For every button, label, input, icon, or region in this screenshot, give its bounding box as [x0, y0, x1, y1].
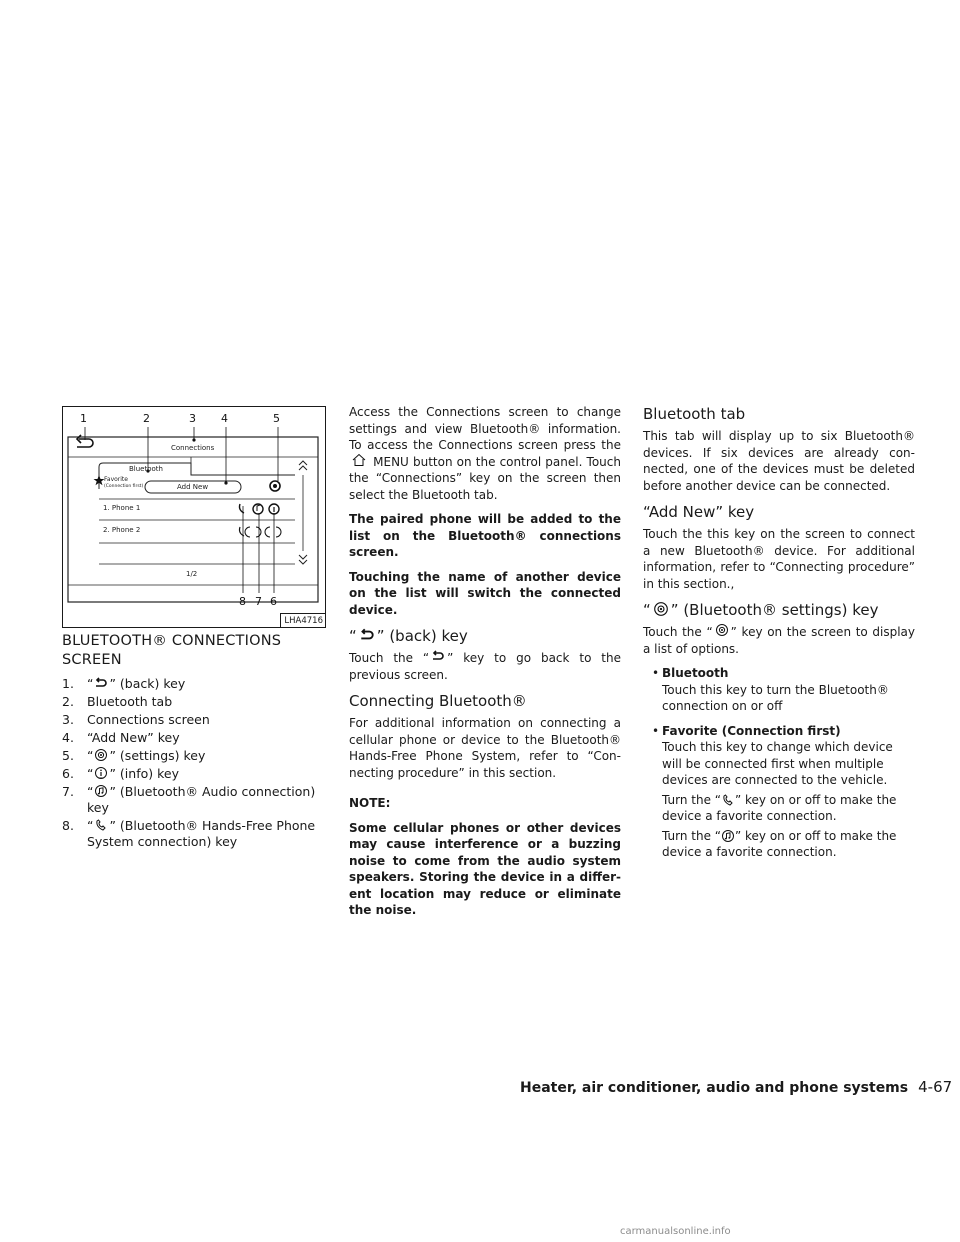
legend-list: [62, 676, 332, 850]
page-footer: [520, 1078, 953, 1096]
screen-add-new: Add New: [177, 483, 209, 491]
settings-icon: [715, 623, 729, 637]
back-key-heading: [349, 626, 621, 646]
settings-key-heading: [643, 600, 915, 620]
home-menu-icon: [351, 453, 367, 467]
note-label: NOTE:: [349, 796, 391, 810]
text-b: ” key on or off to make the device a favorite connection.: [662, 828, 897, 859]
screen-phone-2: 2. Phone 2: [103, 526, 141, 534]
heading-text: ” (back) key: [376, 627, 468, 645]
callout-8: 8: [239, 595, 246, 608]
screen-favorite: Favorite: [104, 476, 128, 483]
text-b: ” key on or off to make the device a favorite connection.: [662, 792, 897, 823]
heading-text: ” (Bluetooth® settings) key: [670, 601, 879, 619]
legend-num: 1.: [62, 676, 74, 691]
settings-icon: [653, 601, 669, 617]
connecting-paragraph: For additional information on connecting a cellular phone or device to the Bluetooth® Hands-Free Phone System, refer to “Connecting procedure” in this section.: [349, 716, 621, 780]
bullet-mark: •: [652, 666, 660, 680]
legend-item: [62, 712, 332, 728]
left-column: [62, 632, 332, 852]
add-new-heading: “Add New” key: [643, 503, 755, 521]
legend-item: [62, 748, 332, 764]
legend-num: 7.: [62, 784, 74, 799]
connecting-heading: Connecting Bluetooth®: [349, 692, 527, 710]
favorite-toggle-phone: [662, 792, 915, 825]
phone-icon: [94, 818, 108, 832]
legend-quote-open: “: [87, 766, 94, 781]
screen-illustration: [63, 407, 325, 627]
screen-favorite-sub: (Connection first): [104, 484, 144, 489]
bluetooth-tab-heading: Bluetooth tab: [643, 405, 746, 423]
text-a: Turn the “: [662, 828, 721, 843]
legend-item: [62, 784, 332, 816]
screen-title: Connections: [171, 444, 215, 452]
legend-text: ” (Bluetooth® Audio connection) key: [87, 784, 316, 815]
legend-item: [62, 766, 332, 782]
settings-icon: [94, 748, 108, 762]
text-a: Touch the “: [349, 651, 430, 665]
info-icon: [94, 766, 108, 780]
middle-column: [349, 404, 621, 927]
text-a: Touch the “: [643, 625, 713, 639]
back-icon: [94, 677, 108, 689]
option-title: Bluetooth: [662, 666, 729, 680]
callout-1: 1: [80, 412, 87, 425]
option-text: Touch this key to change which device will be connected first when multiple devices are connected to the vehicle.: [662, 740, 893, 787]
legend-text: ” (info) key: [109, 766, 179, 781]
paired-phone-paragraph: The paired phone will be added to the list on the Bluetooth® connections screen.: [349, 512, 621, 559]
add-new-paragraph: Touch the this key on the screen to connect a new Bluetooth® device. For additional information, refer to “Connecting procedure” in this section.,: [643, 527, 915, 591]
option-title: Favorite (Connection first): [662, 723, 841, 738]
legend-quote-open: “: [87, 748, 94, 763]
legend-text: ” (back) key: [109, 676, 186, 691]
screen-phone-1: 1. Phone 1: [103, 504, 141, 512]
right-column: [643, 404, 915, 869]
legend-text: “Add New” key: [87, 730, 180, 745]
connections-screen-figure: [62, 406, 326, 628]
legend-num: 4.: [62, 730, 74, 745]
text-a: Turn the “: [662, 792, 721, 807]
intro-text-a: Access the Connections screen to change settings and view Bluetooth® information. To access the Connections screen press the: [349, 405, 621, 452]
quote-open: “: [349, 627, 357, 645]
legend-item: [62, 676, 332, 692]
back-icon: [359, 628, 375, 642]
legend-text: ” (settings) key: [109, 748, 206, 763]
phone-icon: [721, 793, 735, 807]
callout-3: 3: [189, 412, 196, 425]
chapter-title: Heater, air conditioner, audio and phone systems: [520, 1080, 909, 1096]
bluetooth-tab-paragraph: This tab will display up to six Bluetooth® devices. If six devices are already connected, one of the devices must be deleted before another device can be connected.: [643, 429, 915, 493]
intro-paragraph: [349, 404, 621, 503]
legend-num: 5.: [62, 748, 74, 763]
option-text: Touch this key to turn the Bluetooth® connection on or off: [662, 682, 889, 713]
callout-5: 5: [273, 412, 280, 425]
legend-num: 2.: [62, 694, 74, 709]
screen-tab: Bluetooth: [129, 465, 163, 473]
music-icon: [721, 829, 735, 843]
legend-text: ” (Bluetooth® Hands-Free Phone System connection) key: [87, 818, 316, 849]
legend-text: Bluetooth tab: [87, 694, 173, 709]
switch-device-paragraph: Touching the name of another device on the list will switch the connected device.: [349, 569, 621, 617]
back-icon: [431, 650, 445, 662]
screen-pager: 1/2: [186, 570, 198, 578]
callout-4: 4: [221, 412, 228, 425]
favorite-toggle-audio: [662, 828, 915, 861]
legend-text: Connections screen: [87, 712, 210, 727]
note-text: Some cellular phones or other devices may cause interference or a buzzing noise to come from the audio system speakers. Storing the device in a different location may reduce or eliminate the noise.: [349, 820, 621, 917]
option-bluetooth: [643, 665, 915, 715]
legend-num: 8.: [62, 818, 74, 833]
section-heading: BLUETOOTH® CONNECTIONS SCREEN: [62, 633, 282, 668]
settings-key-paragraph: [643, 624, 915, 657]
legend-item: [62, 694, 332, 710]
page-number: 4-67: [918, 1078, 953, 1096]
watermark: carmanualsonline.info: [620, 1226, 731, 1237]
legend-item: [62, 818, 332, 850]
legend-num: 3.: [62, 712, 74, 727]
callout-6: 6: [270, 595, 277, 608]
text-b: ” key to go back to the previous screen.: [349, 651, 621, 682]
music-icon: [94, 784, 108, 798]
legend-item: [62, 730, 332, 746]
legend-quote-open: “: [87, 676, 94, 691]
callout-2: 2: [143, 412, 150, 425]
text-b: ” key on the screen to display a list of options.: [643, 625, 916, 656]
legend-quote-open: “: [87, 818, 94, 833]
intro-text-b: MENU button on the control panel. Touch the “Connections” key on the screen then select the Bluetooth tab.: [349, 454, 621, 502]
option-favorite: [643, 723, 915, 861]
quote-open: “: [643, 601, 651, 619]
callout-7: 7: [255, 595, 262, 608]
legend-quote-open: “: [87, 784, 94, 799]
legend-num: 6.: [62, 766, 74, 781]
bullet-mark: •: [652, 723, 660, 738]
figure-code: LHA4716: [280, 613, 325, 627]
back-key-paragraph: [349, 650, 621, 683]
